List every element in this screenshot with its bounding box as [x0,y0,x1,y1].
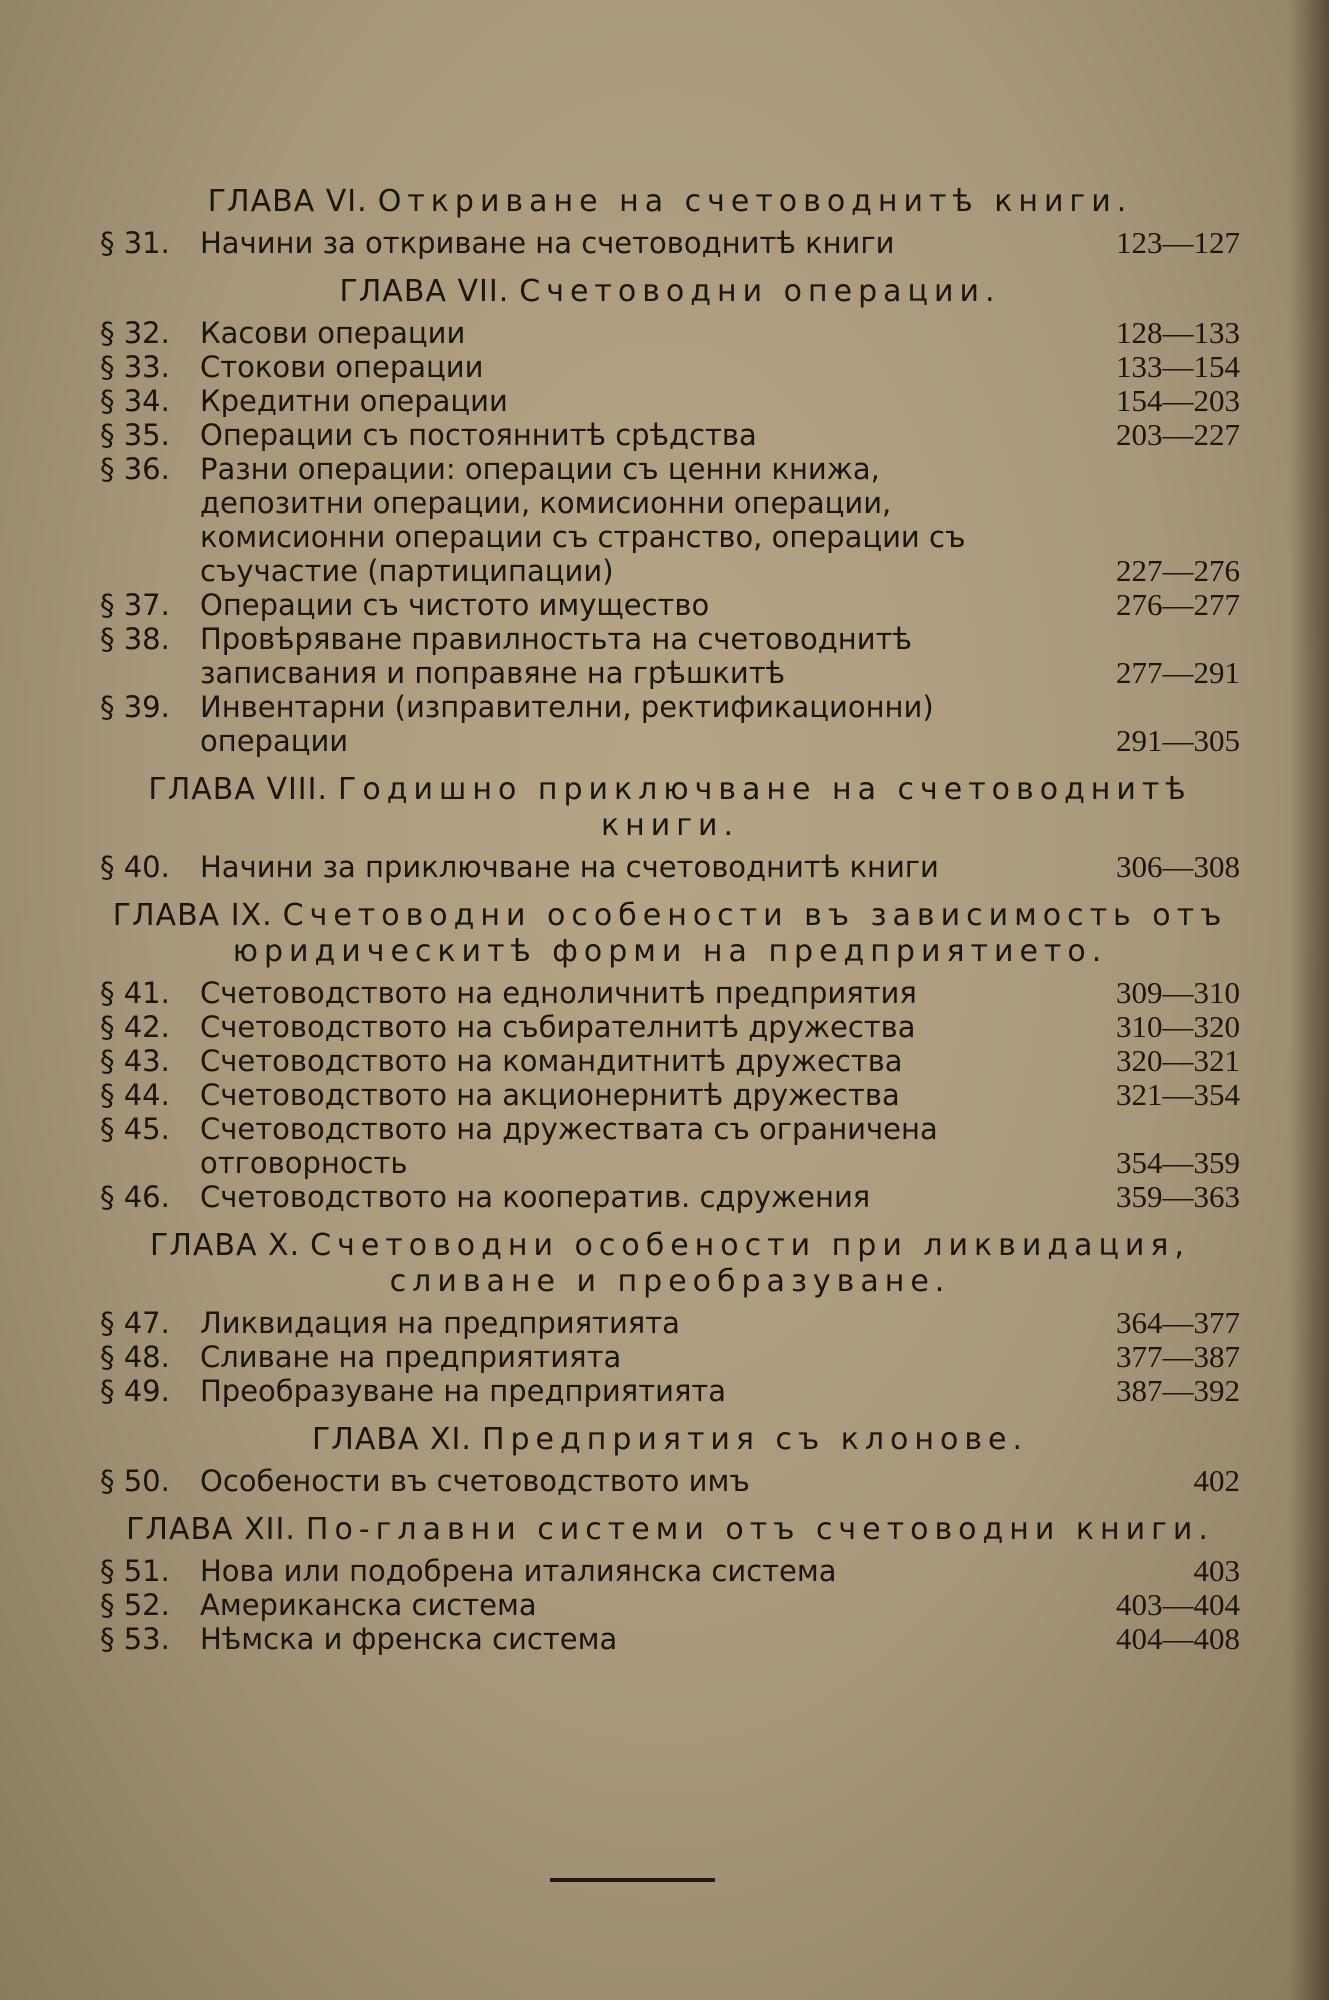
toc-entry [100,452,1240,588]
page-range: 377—387 [1116,1339,1240,1374]
toc-entry [100,316,1240,350]
section-number: § 52. [100,1588,170,1622]
section-title: Сливане на предприятията [200,1340,622,1374]
toc-entry [100,690,1240,758]
toc-entry [100,1306,1240,1340]
section-title: Особености въ счетоводството имъ [200,1464,750,1498]
chapter-label: ГЛАВА VI. [207,184,368,219]
chapter-label: ГЛАВА IX. [112,898,273,933]
toc-entry [100,418,1240,452]
toc-entry [100,1010,1240,1044]
page-range: 309—310 [1116,975,1240,1010]
page-edge-shadow [1289,0,1329,2000]
section-number: § 45. [100,1112,170,1146]
section-number: § 38. [100,622,170,656]
section-number: § 47. [100,1306,170,1340]
toc-entry [100,1112,1240,1180]
section-title: Счетоводството на кооператив. сдружения [200,1180,871,1214]
page-range: 320—321 [1116,1043,1240,1078]
chapter-title: По-главни системи отъ счетоводни книги. [305,1512,1214,1547]
section-number: § 39. [100,690,170,724]
toc-entry [100,1464,1240,1498]
page-range: 359—363 [1116,1179,1240,1214]
page-range: 402 [1193,1463,1240,1498]
section-title: Кредитни операции [200,384,508,418]
section-number: § 46. [100,1180,170,1214]
page-range: 277—291 [1116,655,1240,690]
toc-entry [100,226,1240,260]
section-number: § 48. [100,1340,170,1374]
section-title: Разни операции: операции съ ценни книжа, депозитни операции, комисионни операции, комисионни операции съ странство, операции съ съучастие (партиципации) [200,452,966,588]
section-number: § 40. [100,850,170,884]
chapter-heading [100,1228,1240,1300]
section-number: § 32. [100,316,170,350]
page-range: 354—359 [1116,1145,1240,1180]
table-of-contents [100,170,1240,1656]
chapter-title: Счетоводни особености при ликвидация, сливане и преобразуване. [310,1228,1190,1299]
toc-entry [100,1340,1240,1374]
toc-entry [100,1588,1240,1622]
end-divider-rule [550,1878,715,1882]
chapter-title: Счетоводни особености въ зависимость отъ юридическитѣ форми на предприятието. [232,898,1228,969]
section-title: Счетоводството на акционернитѣ дружества [200,1078,900,1112]
page-range: 403 [1193,1553,1240,1588]
toc-entry [100,1078,1240,1112]
page-range: 403—404 [1116,1587,1240,1622]
section-number: § 36. [100,452,170,486]
section-number: § 49. [100,1374,170,1408]
chapter-title: Годишно приключване на счетоводнитѣ книги. [338,772,1192,843]
section-number: § 44. [100,1078,170,1112]
section-title: Счетоводството на командитнитѣ дружества [200,1044,903,1078]
section-title: Ликвидация на предприятията [200,1306,680,1340]
chapter-label: ГЛАВА X. [150,1228,301,1263]
chapter-title: Счетоводни операции. [519,274,1001,309]
section-number: § 51. [100,1554,170,1588]
page-range: 227—276 [1116,553,1240,588]
page-range: 276—277 [1116,587,1240,622]
toc-entry [100,622,1240,690]
toc-entry [100,1554,1240,1588]
section-number: § 31. [100,226,170,260]
toc-entry [100,350,1240,384]
toc-entry [100,1044,1240,1078]
section-number: § 41. [100,976,170,1010]
page-range: 321—354 [1116,1077,1240,1112]
page-range: 154—203 [1116,383,1240,418]
section-number: § 35. [100,418,170,452]
section-number: § 37. [100,588,170,622]
page-range: 203—227 [1116,417,1240,452]
section-title: Операции съ чистото имущество [200,588,710,622]
toc-entry [100,1180,1240,1214]
section-number: § 43. [100,1044,170,1078]
section-number: § 34. [100,384,170,418]
chapter-heading [100,184,1240,220]
section-title: Операции съ постояннитѣ срѣдства [200,418,757,452]
section-title: Начини за приключване на счетоводнитѣ книги [200,850,939,884]
chapter-heading [100,1512,1240,1548]
chapter-title: Предприятия съ клонове. [481,1422,1029,1457]
section-title: Стокови операции [200,350,484,384]
chapter-label: ГЛАВА XII. [126,1512,296,1547]
section-title: Счетоводството на едноличнитѣ предприятия [200,976,917,1010]
section-title: Счетоводството на събирателнитѣ дружества [200,1010,916,1044]
page-range: 364—377 [1116,1305,1240,1340]
section-title: Начини за откриване на счетоводнитѣ книги [200,226,895,260]
chapter-label: ГЛАВА VII. [339,274,510,309]
section-number: § 42. [100,1010,170,1044]
section-number: § 50. [100,1464,170,1498]
page-range: 133—154 [1116,349,1240,384]
section-title: Касови операции [200,316,466,350]
chapter-heading [100,274,1240,310]
section-title: Провѣряване правилностьта на счетоводнитѣ записвания и поправяне на грѣшкитѣ [200,622,912,690]
section-title: Инвентарни (изправителни, ректификационни) операции [200,690,934,758]
toc-entry [100,1622,1240,1656]
toc-entry [100,976,1240,1010]
chapter-heading [100,1422,1240,1458]
section-title: Нова или подобрена италиянска система [200,1554,837,1588]
chapter-heading [100,772,1240,844]
page-range: 291—305 [1116,723,1240,758]
toc-entry [100,850,1240,884]
page-range: 310—320 [1116,1009,1240,1044]
toc-entry [100,384,1240,418]
chapter-label: ГЛАВА XI. [311,1422,472,1457]
section-title: Счетоводството на дружествата съ ограничена отговорность [200,1112,938,1180]
page-range: 404—408 [1116,1621,1240,1656]
page-range: 123—127 [1116,225,1240,260]
section-title: Нѣмска и френска система [200,1622,618,1656]
chapter-label: ГЛАВА VIII. [148,772,329,807]
page-range: 387—392 [1116,1373,1240,1408]
section-title: Американска система [200,1588,537,1622]
page-range: 306—308 [1116,849,1240,884]
toc-entry [100,1374,1240,1408]
page-range: 128—133 [1116,315,1240,350]
section-number: § 33. [100,350,170,384]
chapter-title: Откриване на счетоводнитѣ книги. [377,184,1133,219]
section-number: § 53. [100,1622,170,1656]
toc-entry [100,588,1240,622]
chapter-heading [100,898,1240,970]
section-title: Преобразуване на предприятията [200,1374,727,1408]
